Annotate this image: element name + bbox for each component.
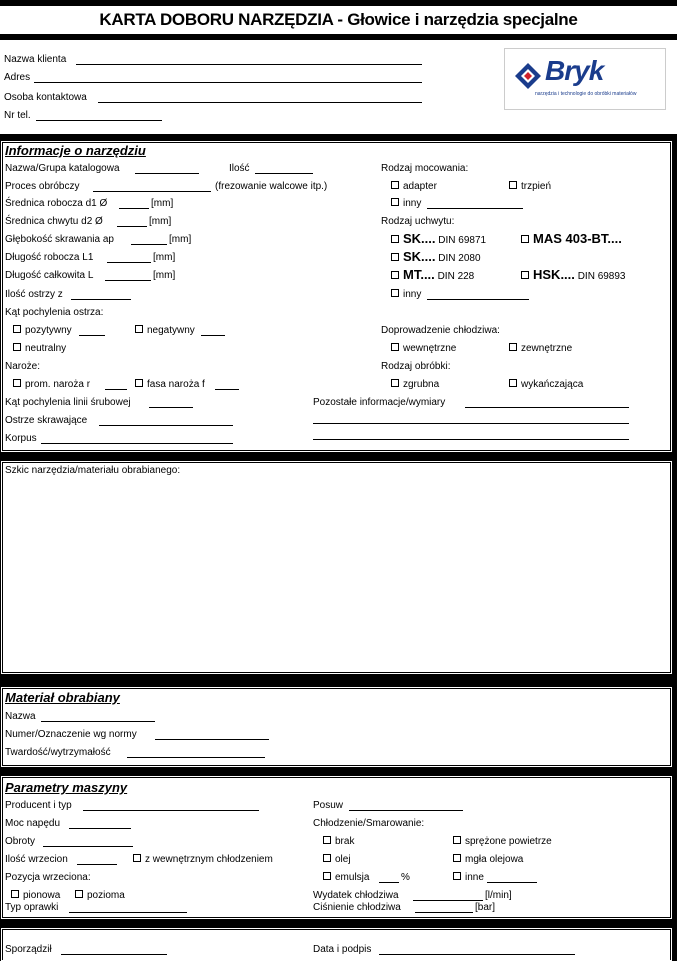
l-total-unit: [mm]	[153, 270, 176, 281]
other-mount-checkbox[interactable]	[391, 198, 399, 206]
neutral-label: neutralny	[25, 343, 67, 354]
client-name-label: Nazwa klienta	[4, 54, 67, 65]
radius-option[interactable]	[13, 379, 90, 391]
flow-unit: [l/min]	[485, 890, 512, 901]
spindle-pos-label: Pozycja wrzeciona:	[5, 872, 91, 883]
chamfer-option[interactable]	[135, 379, 205, 391]
material-name-label: Nazwa	[5, 711, 36, 722]
other-cooling-field[interactable]	[487, 882, 537, 883]
hsk-checkbox[interactable]	[521, 271, 529, 279]
other-mount-label: inny	[403, 198, 422, 209]
machine-heading: Parametry maszyny	[5, 780, 128, 795]
material-name-field[interactable]	[41, 721, 155, 722]
sk1-option[interactable]	[391, 233, 486, 247]
hsk-option[interactable]	[521, 269, 626, 283]
date-sign-field[interactable]	[379, 954, 575, 955]
form-title: KARTA DOBORU NARZĘDZIA - Głowice i narzędzia specjalne	[0, 6, 677, 34]
other-mount-field[interactable]	[427, 208, 523, 209]
horizontal-checkbox[interactable]	[75, 890, 83, 898]
flow-label: Wydatek chłodziwa	[313, 890, 399, 901]
neutral-checkbox[interactable]	[13, 343, 21, 351]
maker-field[interactable]	[83, 810, 259, 811]
sketch-heading: Szkic narzędzia/materiału obrabianego:	[5, 465, 181, 476]
contact-field[interactable]	[98, 102, 422, 103]
mist-checkbox[interactable]	[453, 854, 461, 862]
arbor-option[interactable]	[509, 181, 551, 193]
hsk-standard: DIN 69893	[577, 271, 626, 282]
radius-label: prom. naroża r	[25, 379, 91, 390]
prepared-by-field[interactable]	[61, 954, 167, 955]
other-mount-option[interactable]	[391, 198, 421, 210]
qty-field[interactable]	[255, 173, 313, 174]
neutral-option[interactable]	[13, 343, 66, 355]
logo-diamond-icon	[513, 61, 543, 91]
adapter-label: adapter	[403, 181, 437, 192]
positive-label: pozytywny	[25, 325, 72, 336]
pressure-unit: [bar]	[475, 902, 496, 913]
sk2-label: SK....	[403, 249, 436, 264]
oil-option[interactable]	[323, 854, 351, 866]
bryk-logo	[504, 48, 666, 110]
material-heading: Materiał obrabiany	[5, 690, 120, 705]
tool-info-heading: Informacje o narzędziu	[5, 143, 146, 158]
air-label: sprężone powietrze	[465, 836, 552, 847]
sk2-checkbox[interactable]	[391, 253, 399, 261]
oil-checkbox[interactable]	[323, 854, 331, 862]
body-label: Korpus	[5, 433, 37, 444]
rpm-field[interactable]	[43, 846, 133, 847]
positive-field[interactable]	[79, 335, 105, 336]
internal-cooling-checkbox[interactable]	[133, 854, 141, 862]
power-label: Moc napędu	[5, 818, 61, 829]
vertical-label: pionowa	[23, 890, 61, 901]
mt-standard: DIN 228	[437, 271, 475, 282]
negative-field[interactable]	[201, 335, 225, 336]
spindles-field[interactable]	[77, 864, 117, 865]
other-holder-field[interactable]	[427, 299, 529, 300]
other-cooling-checkbox[interactable]	[453, 872, 461, 880]
process-label: Proces obróbczy	[5, 181, 80, 192]
other-cooling-option[interactable]	[453, 872, 484, 884]
mas-checkbox[interactable]	[521, 235, 529, 243]
l1-field[interactable]	[107, 262, 151, 263]
notes-field-2[interactable]	[313, 423, 629, 424]
maker-label: Producent i typ	[5, 800, 72, 811]
other-holder-checkbox[interactable]	[391, 289, 399, 297]
logo-word: Bryk	[545, 55, 604, 86]
name-group-label: Nazwa/Grupa katalogowa	[5, 163, 120, 174]
mist-option[interactable]	[453, 854, 523, 866]
mas-option[interactable]	[521, 233, 622, 247]
emulsion-field[interactable]	[379, 882, 399, 883]
machining-type-label: Rodzaj obróbki:	[381, 361, 451, 372]
notes-field-3[interactable]	[313, 439, 629, 440]
chamfer-checkbox[interactable]	[135, 379, 143, 387]
client-name-field[interactable]	[76, 64, 422, 65]
l1-label: Długość robocza L1	[5, 252, 94, 263]
d1-unit: [mm]	[151, 198, 174, 209]
oil-label: olej	[335, 854, 351, 865]
sk1-label: SK....	[403, 231, 436, 246]
emulsion-option[interactable]	[323, 872, 369, 884]
chamfer-label: fasa naroża f	[147, 379, 205, 390]
horizontal-option[interactable]	[75, 890, 125, 902]
machine-section	[2, 777, 671, 918]
negative-option[interactable]	[135, 325, 195, 337]
d1-label: Średnica robocza d1 Ø	[5, 198, 108, 209]
coating-field[interactable]	[99, 425, 233, 426]
tool-info-section	[2, 142, 671, 451]
d2-label: Średnica chwytu d2 Ø	[5, 216, 103, 227]
corner-label: Naroże:	[5, 361, 41, 372]
cooling-label: Chłodzenie/Smarowanie:	[313, 818, 425, 829]
arbor-checkbox[interactable]	[509, 181, 517, 189]
mt-checkbox[interactable]	[391, 271, 399, 279]
logo-tagline: narzędzia i technologie do obróbki materiałów	[535, 91, 637, 97]
l1-unit: [mm]	[153, 252, 176, 263]
material-hardness-label: Twardość/wytrzymałość	[5, 747, 111, 758]
sk1-standard: DIN 69871	[438, 235, 487, 246]
internal-checkbox[interactable]	[391, 343, 399, 351]
roughing-label: zgrubna	[403, 379, 440, 390]
roughing-option[interactable]	[391, 379, 439, 391]
adapter-checkbox[interactable]	[391, 181, 399, 189]
other-cooling-label: inne	[465, 872, 484, 883]
rpm-label: Obroty	[5, 836, 36, 847]
d2-field[interactable]	[117, 226, 147, 227]
hsk-label: HSK....	[533, 267, 575, 282]
percent-unit: %	[401, 872, 410, 883]
feed-field[interactable]	[349, 810, 463, 811]
mist-label: mgła olejowa	[465, 854, 524, 865]
d1-field[interactable]	[119, 208, 149, 209]
holder-type-label: Rodzaj uchwytu:	[381, 216, 455, 227]
none-label: brak	[335, 836, 355, 847]
material-hardness-field[interactable]	[127, 757, 265, 758]
address-label: Adres	[4, 72, 31, 83]
depth-field[interactable]	[131, 244, 167, 245]
coolant-supply-label: Doprowadzenie chłodziwa:	[381, 325, 500, 336]
feed-label: Posuw	[313, 800, 344, 811]
process-hint: (frezowanie walcowe itp.)	[215, 181, 328, 192]
arbor-label: trzpień	[521, 181, 552, 192]
emulsion-label: emulsja	[335, 872, 370, 883]
adapter-option[interactable]	[391, 181, 437, 193]
spindles-label: Ilość wrzecion	[5, 854, 68, 865]
notes-label: Pozostałe informacje/wymiary	[313, 397, 446, 408]
holder-field[interactable]	[69, 912, 187, 913]
roughing-checkbox[interactable]	[391, 379, 399, 387]
internal-label: wewnętrzne	[403, 343, 457, 354]
body-field[interactable]	[41, 443, 233, 444]
edges-field[interactable]	[71, 299, 131, 300]
positive-checkbox[interactable]	[13, 325, 21, 333]
negative-label: negatywny	[147, 325, 195, 336]
depth-label: Głębokość skrawania ap	[5, 234, 114, 245]
sk2-standard: DIN 2080	[438, 253, 481, 264]
sketch-section[interactable]	[2, 462, 671, 673]
helix-field[interactable]	[149, 407, 193, 408]
radius-checkbox[interactable]	[13, 379, 21, 387]
mt-label: MT....	[403, 267, 435, 282]
material-standard-label: Numer/Oznaczenie wg normy	[5, 729, 137, 740]
sk2-option[interactable]	[391, 251, 481, 265]
other-holder-option[interactable]	[391, 289, 421, 301]
vertical-checkbox[interactable]	[11, 890, 19, 898]
edges-label: Ilość ostrzy z	[5, 289, 63, 300]
mount-type-label: Rodzaj mocowania:	[381, 163, 469, 174]
air-checkbox[interactable]	[453, 836, 461, 844]
finishing-option[interactable]	[509, 379, 583, 391]
prepared-by-label: Sporządził	[5, 944, 52, 955]
negative-checkbox[interactable]	[135, 325, 143, 333]
air-option[interactable]	[453, 836, 552, 848]
footer-section	[2, 929, 671, 960]
power-field[interactable]	[69, 828, 131, 829]
holder-label: Typ oprawki	[5, 902, 59, 913]
finishing-checkbox[interactable]	[509, 379, 517, 387]
coating-label: Ostrze skrawające	[5, 415, 88, 426]
rake-angle-label: Kąt pochylenia ostrza:	[5, 307, 104, 318]
contact-label: Osoba kontaktowa	[4, 92, 87, 103]
address-field[interactable]	[34, 82, 422, 83]
external-label: zewnętrzne	[521, 343, 573, 354]
l-total-label: Długość całkowita L	[5, 270, 94, 281]
chamfer-field[interactable]	[215, 389, 239, 390]
finishing-label: wykańczająca	[521, 379, 584, 390]
flow-field[interactable]	[413, 900, 483, 901]
other-holder-label: inny	[403, 289, 422, 300]
material-standard-field[interactable]	[155, 739, 269, 740]
vertical-option[interactable]	[11, 890, 60, 902]
mas-label: MAS 403-BT....	[533, 231, 622, 246]
notes-field-1[interactable]	[465, 407, 629, 408]
external-checkbox[interactable]	[509, 343, 517, 351]
mt-option[interactable]	[391, 269, 474, 283]
internal-cooling-option[interactable]	[133, 854, 273, 866]
process-field[interactable]	[93, 191, 211, 192]
date-sign-label: Data i podpis	[313, 944, 372, 955]
none-checkbox[interactable]	[323, 836, 331, 844]
pressure-label: Ciśnienie chłodziwa	[313, 902, 401, 913]
positive-option[interactable]	[13, 325, 72, 337]
emulsion-checkbox[interactable]	[323, 872, 331, 880]
d2-unit: [mm]	[149, 216, 172, 227]
radius-field[interactable]	[105, 389, 127, 390]
qty-label: Ilość	[229, 163, 250, 174]
sk1-checkbox[interactable]	[391, 235, 399, 243]
phone-field[interactable]	[36, 120, 162, 121]
depth-unit: [mm]	[169, 234, 192, 245]
horizontal-label: pozioma	[87, 890, 125, 901]
phone-label: Nr tel.	[4, 110, 31, 121]
internal-option[interactable]	[391, 343, 456, 355]
none-option[interactable]	[323, 836, 354, 848]
name-group-field[interactable]	[135, 173, 199, 174]
external-option[interactable]	[509, 343, 572, 355]
internal-cooling-label: z wewnętrznym chłodzeniem	[145, 854, 273, 865]
pressure-field[interactable]	[415, 912, 473, 913]
helix-label: Kąt pochylenia linii śrubowej	[5, 397, 131, 408]
material-section	[2, 688, 671, 766]
l-total-field[interactable]	[105, 280, 151, 281]
